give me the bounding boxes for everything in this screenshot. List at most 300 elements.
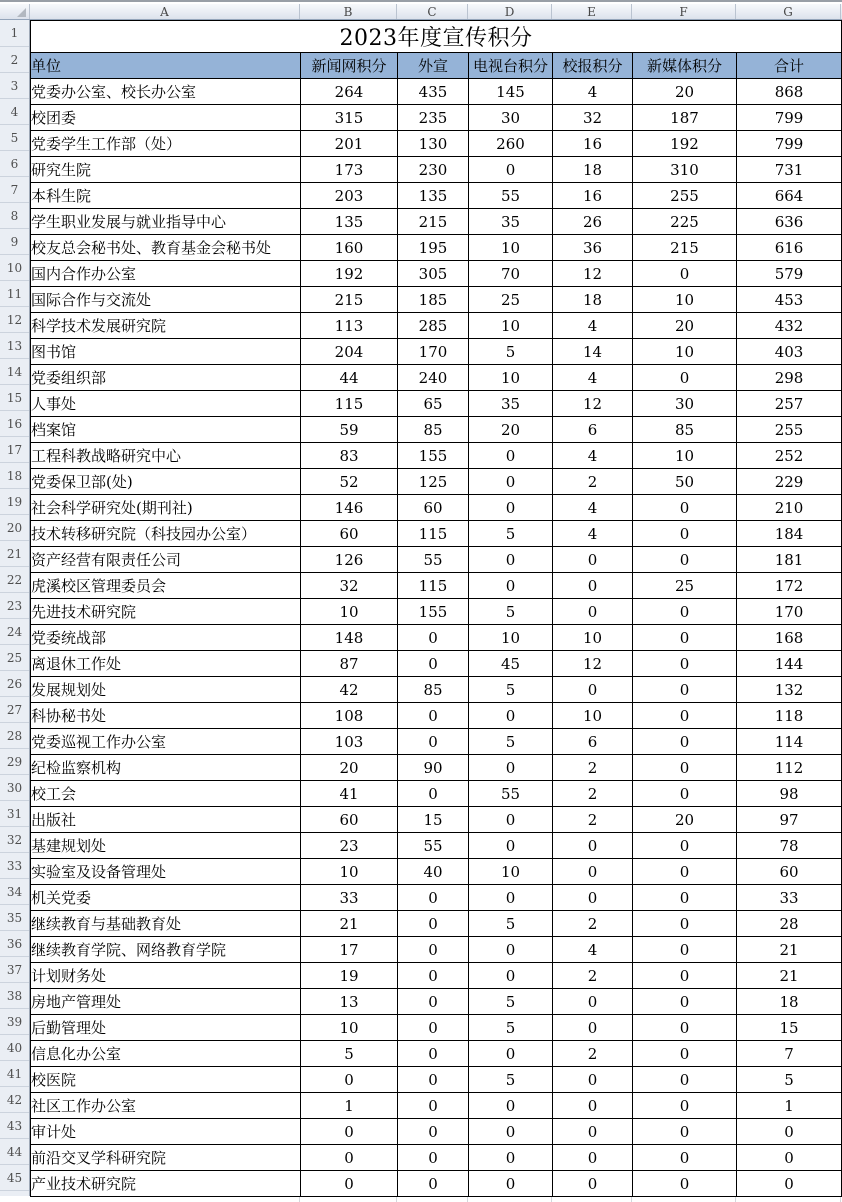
value-cell[interactable]: 257 [737,391,842,417]
value-cell[interactable]: 0 [633,625,737,651]
value-cell[interactable]: 83 [301,443,398,469]
row-number-35[interactable]: 35 [0,905,29,931]
unit-cell[interactable]: 实验室及设备管理处 [31,859,301,885]
value-cell[interactable]: 30 [633,391,737,417]
value-cell[interactable]: 20 [633,313,737,339]
row-number-34[interactable]: 34 [0,879,29,905]
value-cell[interactable]: 32 [301,573,398,599]
value-cell[interactable]: 10 [469,235,553,261]
value-cell[interactable]: 0 [469,807,553,833]
value-cell[interactable]: 0 [553,885,633,911]
header-cell-0[interactable]: 单位 [31,53,301,79]
value-cell[interactable]: 2 [553,781,633,807]
value-cell[interactable]: 0 [633,755,737,781]
unit-cell[interactable]: 校医院 [31,1067,301,1093]
value-cell[interactable]: 85 [633,417,737,443]
value-cell[interactable]: 187 [633,105,737,131]
value-cell[interactable]: 4 [553,79,633,105]
value-cell[interactable]: 0 [398,911,469,937]
row-number-18[interactable]: 18 [0,463,29,489]
value-cell[interactable]: 0 [633,781,737,807]
value-cell[interactable]: 0 [633,989,737,1015]
value-cell[interactable]: 60 [737,859,842,885]
value-cell[interactable]: 0 [633,1145,737,1171]
value-cell[interactable]: 0 [398,1015,469,1041]
value-cell[interactable]: 0 [553,1067,633,1093]
value-cell[interactable]: 20 [633,79,737,105]
row-number-27[interactable]: 27 [0,697,29,723]
value-cell[interactable]: 0 [398,989,469,1015]
value-cell[interactable]: 30 [469,105,553,131]
value-cell[interactable]: 4 [553,495,633,521]
value-cell[interactable]: 85 [398,417,469,443]
row-number-15[interactable]: 15 [0,385,29,411]
header-cell-2[interactable]: 外宣 [398,53,469,79]
value-cell[interactable]: 285 [398,313,469,339]
value-cell[interactable]: 87 [301,651,398,677]
value-cell[interactable]: 0 [398,1119,469,1145]
value-cell[interactable]: 0 [737,1119,842,1145]
header-cell-4[interactable]: 校报积分 [553,53,633,79]
value-cell[interactable]: 0 [398,1041,469,1067]
value-cell[interactable]: 230 [398,157,469,183]
row-number-17[interactable]: 17 [0,437,29,463]
unit-cell[interactable]: 党委学生工作部（处） [31,131,301,157]
value-cell[interactable]: 0 [633,599,737,625]
value-cell[interactable]: 255 [737,417,842,443]
value-cell[interactable]: 229 [737,469,842,495]
value-cell[interactable]: 65 [398,391,469,417]
unit-cell[interactable]: 先进技术研究院 [31,599,301,625]
value-cell[interactable]: 0 [469,495,553,521]
value-cell[interactable]: 0 [633,261,737,287]
value-cell[interactable]: 0 [633,1093,737,1119]
value-cell[interactable]: 636 [737,209,842,235]
unit-cell[interactable]: 出版社 [31,807,301,833]
value-cell[interactable]: 0 [398,1067,469,1093]
value-cell[interactable]: 35 [469,209,553,235]
value-cell[interactable]: 146 [301,495,398,521]
value-cell[interactable]: 264 [301,79,398,105]
row-number-39[interactable]: 39 [0,1009,29,1035]
unit-cell[interactable]: 技术转移研究院（科技园办公室） [31,521,301,547]
unit-cell[interactable]: 校团委 [31,105,301,131]
value-cell[interactable]: 10 [469,625,553,651]
value-cell[interactable]: 41 [301,781,398,807]
value-cell[interactable]: 5 [469,729,553,755]
value-cell[interactable]: 210 [737,495,842,521]
value-cell[interactable]: 0 [398,963,469,989]
value-cell[interactable]: 15 [398,807,469,833]
value-cell[interactable]: 98 [737,781,842,807]
value-cell[interactable]: 21 [301,911,398,937]
value-cell[interactable]: 215 [398,209,469,235]
value-cell[interactable]: 25 [633,573,737,599]
value-cell[interactable]: 26 [553,209,633,235]
unit-cell[interactable]: 图书馆 [31,339,301,365]
unit-cell[interactable]: 本科生院 [31,183,301,209]
value-cell[interactable]: 55 [469,781,553,807]
value-cell[interactable]: 0 [633,833,737,859]
value-cell[interactable]: 90 [398,755,469,781]
row-number-16[interactable]: 16 [0,411,29,437]
value-cell[interactable]: 799 [737,105,842,131]
value-cell[interactable]: 184 [737,521,842,547]
value-cell[interactable]: 0 [553,1119,633,1145]
value-cell[interactable]: 0 [469,833,553,859]
row-number-9[interactable]: 9 [0,229,29,255]
value-cell[interactable]: 130 [398,131,469,157]
value-cell[interactable]: 148 [301,625,398,651]
row-number-7[interactable]: 7 [0,177,29,203]
value-cell[interactable]: 0 [553,547,633,573]
value-cell[interactable]: 36 [553,235,633,261]
value-cell[interactable]: 12 [553,261,633,287]
unit-cell[interactable]: 虎溪校区管理委员会 [31,573,301,599]
value-cell[interactable]: 0 [469,1171,553,1197]
value-cell[interactable]: 315 [301,105,398,131]
value-cell[interactable]: 0 [469,443,553,469]
value-cell[interactable]: 10 [469,313,553,339]
value-cell[interactable]: 10 [301,859,398,885]
value-cell[interactable]: 435 [398,79,469,105]
value-cell[interactable]: 0 [633,521,737,547]
title-cell[interactable]: 2023年度宣传积分 [31,21,842,53]
value-cell[interactable]: 0 [469,885,553,911]
value-cell[interactable]: 255 [633,183,737,209]
value-cell[interactable]: 0 [633,703,737,729]
value-cell[interactable]: 0 [469,963,553,989]
value-cell[interactable]: 25 [469,287,553,313]
row-number-1[interactable]: 1 [0,20,29,47]
value-cell[interactable]: 0 [469,1041,553,1067]
value-cell[interactable]: 13 [301,989,398,1015]
value-cell[interactable]: 0 [633,911,737,937]
value-cell[interactable]: 0 [633,1171,737,1197]
unit-cell[interactable]: 继续教育与基础教育处 [31,911,301,937]
value-cell[interactable]: 215 [633,235,737,261]
value-cell[interactable]: 0 [633,1067,737,1093]
value-cell[interactable]: 0 [398,651,469,677]
value-cell[interactable]: 235 [398,105,469,131]
value-cell[interactable]: 55 [469,183,553,209]
value-cell[interactable]: 2 [553,1041,633,1067]
value-cell[interactable]: 4 [553,521,633,547]
value-cell[interactable]: 0 [469,573,553,599]
value-cell[interactable]: 45 [469,651,553,677]
value-cell[interactable]: 18 [737,989,842,1015]
unit-cell[interactable]: 工程科教战略研究中心 [31,443,301,469]
row-number-12[interactable]: 12 [0,307,29,333]
value-cell[interactable]: 21 [737,963,842,989]
value-cell[interactable]: 0 [553,833,633,859]
value-cell[interactable]: 115 [398,521,469,547]
value-cell[interactable]: 10 [553,703,633,729]
value-cell[interactable]: 18 [553,157,633,183]
value-cell[interactable]: 0 [633,1041,737,1067]
unit-cell[interactable]: 研究生院 [31,157,301,183]
column-header-E[interactable]: E [552,4,632,19]
value-cell[interactable]: 0 [469,1093,553,1119]
unit-cell[interactable]: 人事处 [31,391,301,417]
unit-cell[interactable]: 资产经营有限责任公司 [31,547,301,573]
row-number-31[interactable]: 31 [0,801,29,827]
row-number-21[interactable]: 21 [0,541,29,567]
value-cell[interactable]: 5 [469,1015,553,1041]
value-cell[interactable]: 12 [553,391,633,417]
value-cell[interactable]: 579 [737,261,842,287]
column-header-C[interactable]: C [397,4,468,19]
value-cell[interactable]: 0 [553,1093,633,1119]
value-cell[interactable]: 0 [398,1171,469,1197]
value-cell[interactable]: 70 [469,261,553,287]
value-cell[interactable]: 0 [633,1015,737,1041]
value-cell[interactable]: 0 [553,1145,633,1171]
row-number-24[interactable]: 24 [0,619,29,645]
unit-cell[interactable]: 国内合作办公室 [31,261,301,287]
header-cell-3[interactable]: 电视台积分 [469,53,553,79]
value-cell[interactable]: 203 [301,183,398,209]
value-cell[interactable]: 0 [553,989,633,1015]
value-cell[interactable]: 112 [737,755,842,781]
value-cell[interactable]: 0 [398,703,469,729]
row-number-2[interactable]: 2 [0,47,29,73]
value-cell[interactable]: 40 [398,859,469,885]
value-cell[interactable]: 868 [737,79,842,105]
value-cell[interactable]: 125 [398,469,469,495]
value-cell[interactable]: 0 [398,1145,469,1171]
value-cell[interactable]: 59 [301,417,398,443]
value-cell[interactable]: 10 [301,1015,398,1041]
value-cell[interactable]: 310 [633,157,737,183]
value-cell[interactable]: 6 [553,729,633,755]
value-cell[interactable]: 0 [301,1067,398,1093]
unit-cell[interactable]: 科协秘书处 [31,703,301,729]
value-cell[interactable]: 204 [301,339,398,365]
value-cell[interactable]: 2 [553,911,633,937]
row-number-45[interactable]: 45 [0,1165,29,1191]
value-cell[interactable]: 192 [633,131,737,157]
value-cell[interactable]: 4 [553,937,633,963]
value-cell[interactable]: 144 [737,651,842,677]
value-cell[interactable]: 23 [301,833,398,859]
value-cell[interactable]: 10 [553,625,633,651]
value-cell[interactable]: 0 [633,859,737,885]
row-number-14[interactable]: 14 [0,359,29,385]
value-cell[interactable]: 16 [553,131,633,157]
value-cell[interactable]: 5 [469,989,553,1015]
unit-cell[interactable]: 学生职业发展与就业指导中心 [31,209,301,235]
value-cell[interactable]: 0 [301,1171,398,1197]
row-number-26[interactable]: 26 [0,671,29,697]
value-cell[interactable]: 60 [301,521,398,547]
value-cell[interactable]: 0 [398,1093,469,1119]
row-number-36[interactable]: 36 [0,931,29,957]
unit-cell[interactable]: 社区工作办公室 [31,1093,301,1119]
value-cell[interactable]: 50 [633,469,737,495]
value-cell[interactable]: 2 [553,963,633,989]
value-cell[interactable]: 5 [469,677,553,703]
value-cell[interactable]: 160 [301,235,398,261]
unit-cell[interactable]: 党委保卫部(处) [31,469,301,495]
value-cell[interactable]: 7 [737,1041,842,1067]
unit-cell[interactable]: 审计处 [31,1119,301,1145]
value-cell[interactable]: 55 [398,547,469,573]
value-cell[interactable]: 113 [301,313,398,339]
row-number-32[interactable]: 32 [0,827,29,853]
row-number-38[interactable]: 38 [0,983,29,1009]
unit-cell[interactable]: 继续教育学院、网络教育学院 [31,937,301,963]
value-cell[interactable]: 103 [301,729,398,755]
value-cell[interactable]: 5 [469,521,553,547]
value-cell[interactable]: 33 [737,885,842,911]
value-cell[interactable]: 195 [398,235,469,261]
value-cell[interactable]: 168 [737,625,842,651]
value-cell[interactable]: 0 [398,781,469,807]
value-cell[interactable]: 55 [398,833,469,859]
value-cell[interactable]: 0 [469,937,553,963]
value-cell[interactable]: 78 [737,833,842,859]
value-cell[interactable]: 0 [469,157,553,183]
value-cell[interactable]: 0 [553,573,633,599]
unit-cell[interactable]: 党委统战部 [31,625,301,651]
value-cell[interactable]: 21 [737,937,842,963]
value-cell[interactable]: 10 [469,365,553,391]
value-cell[interactable]: 145 [469,79,553,105]
row-number-42[interactable]: 42 [0,1087,29,1113]
value-cell[interactable]: 20 [301,755,398,781]
unit-cell[interactable]: 社会科学研究处(期刊社) [31,495,301,521]
value-cell[interactable]: 0 [553,1171,633,1197]
value-cell[interactable]: 10 [633,443,737,469]
row-number-33[interactable]: 33 [0,853,29,879]
value-cell[interactable]: 97 [737,807,842,833]
value-cell[interactable]: 201 [301,131,398,157]
row-number-6[interactable]: 6 [0,151,29,177]
value-cell[interactable]: 0 [469,1119,553,1145]
row-number-29[interactable]: 29 [0,749,29,775]
unit-cell[interactable]: 发展规划处 [31,677,301,703]
value-cell[interactable]: 170 [398,339,469,365]
header-cell-5[interactable]: 新媒体积分 [633,53,737,79]
value-cell[interactable]: 114 [737,729,842,755]
value-cell[interactable]: 0 [633,885,737,911]
value-cell[interactable]: 0 [633,937,737,963]
select-all-corner[interactable] [0,4,30,19]
value-cell[interactable]: 135 [301,209,398,235]
value-cell[interactable]: 0 [633,729,737,755]
value-cell[interactable]: 172 [737,573,842,599]
value-cell[interactable]: 15 [737,1015,842,1041]
value-cell[interactable]: 60 [301,807,398,833]
unit-cell[interactable]: 产业技术研究院 [31,1171,301,1197]
value-cell[interactable]: 0 [553,1015,633,1041]
value-cell[interactable]: 170 [737,599,842,625]
value-cell[interactable]: 5 [737,1067,842,1093]
value-cell[interactable]: 616 [737,235,842,261]
row-number-11[interactable]: 11 [0,281,29,307]
value-cell[interactable]: 192 [301,261,398,287]
value-cell[interactable]: 35 [469,391,553,417]
value-cell[interactable]: 0 [633,1119,737,1145]
value-cell[interactable]: 5 [469,339,553,365]
row-number-43[interactable]: 43 [0,1113,29,1139]
value-cell[interactable]: 664 [737,183,842,209]
value-cell[interactable]: 0 [737,1171,842,1197]
header-cell-1[interactable]: 新闻网积分 [301,53,398,79]
row-number-41[interactable]: 41 [0,1061,29,1087]
column-header-B[interactable]: B [300,4,397,19]
unit-cell[interactable]: 校工会 [31,781,301,807]
value-cell[interactable]: 260 [469,131,553,157]
value-cell[interactable]: 20 [469,417,553,443]
value-cell[interactable]: 32 [553,105,633,131]
value-cell[interactable]: 215 [301,287,398,313]
unit-cell[interactable]: 党委办公室、校长办公室 [31,79,301,105]
unit-cell[interactable]: 档案馆 [31,417,301,443]
unit-cell[interactable]: 计划财务处 [31,963,301,989]
unit-cell[interactable]: 信息化办公室 [31,1041,301,1067]
value-cell[interactable]: 0 [469,755,553,781]
value-cell[interactable]: 0 [398,885,469,911]
row-number-13[interactable]: 13 [0,333,29,359]
value-cell[interactable]: 0 [398,625,469,651]
row-number-22[interactable]: 22 [0,567,29,593]
value-cell[interactable]: 0 [301,1119,398,1145]
value-cell[interactable]: 0 [633,495,737,521]
value-cell[interactable]: 0 [633,547,737,573]
value-cell[interactable]: 0 [553,677,633,703]
value-cell[interactable]: 28 [737,911,842,937]
value-cell[interactable]: 0 [633,963,737,989]
row-number-8[interactable]: 8 [0,203,29,229]
value-cell[interactable]: 252 [737,443,842,469]
value-cell[interactable]: 19 [301,963,398,989]
value-cell[interactable]: 0 [633,677,737,703]
value-cell[interactable]: 5 [301,1041,398,1067]
value-cell[interactable]: 12 [553,651,633,677]
unit-cell[interactable]: 校友总会秘书处、教育基金会秘书处 [31,235,301,261]
unit-cell[interactable]: 离退休工作处 [31,651,301,677]
value-cell[interactable]: 1 [737,1093,842,1119]
row-number-37[interactable]: 37 [0,957,29,983]
value-cell[interactable]: 240 [398,365,469,391]
value-cell[interactable]: 731 [737,157,842,183]
value-cell[interactable]: 0 [301,1145,398,1171]
value-cell[interactable]: 0 [469,1145,553,1171]
value-cell[interactable]: 20 [633,807,737,833]
value-cell[interactable]: 181 [737,547,842,573]
unit-cell[interactable]: 房地产管理处 [31,989,301,1015]
value-cell[interactable]: 0 [398,937,469,963]
value-cell[interactable]: 10 [633,287,737,313]
value-cell[interactable]: 453 [737,287,842,313]
value-cell[interactable]: 135 [398,183,469,209]
row-number-23[interactable]: 23 [0,593,29,619]
value-cell[interactable]: 799 [737,131,842,157]
value-cell[interactable]: 44 [301,365,398,391]
value-cell[interactable]: 0 [633,365,737,391]
value-cell[interactable]: 155 [398,443,469,469]
value-cell[interactable]: 6 [553,417,633,443]
value-cell[interactable]: 108 [301,703,398,729]
value-cell[interactable]: 2 [553,807,633,833]
column-header-D[interactable]: D [468,4,552,19]
value-cell[interactable]: 0 [469,547,553,573]
unit-cell[interactable]: 基建规划处 [31,833,301,859]
value-cell[interactable]: 2 [553,755,633,781]
unit-cell[interactable]: 国际合作与交流处 [31,287,301,313]
